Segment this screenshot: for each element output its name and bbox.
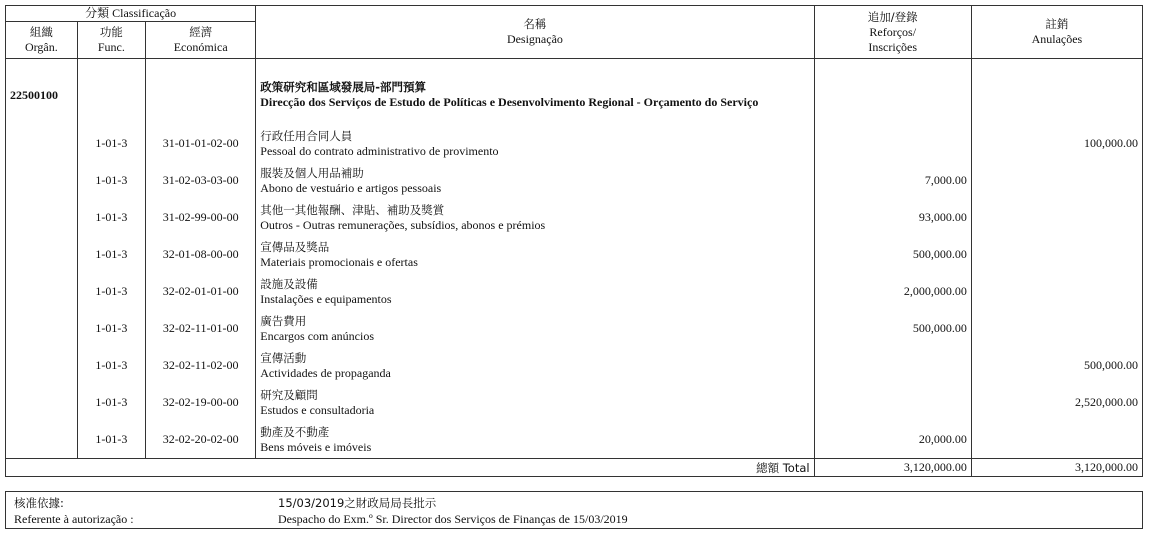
total-reforcos: 3,120,000.00: [814, 459, 971, 477]
row-func: 1-01-3: [77, 347, 145, 384]
row-anulacoes: [971, 273, 1142, 310]
row-anulacoes: [971, 421, 1142, 459]
row-econ: 32-02-11-01-00: [146, 310, 256, 347]
row-designation-zh: 設施及設備: [260, 276, 318, 291]
row-designation-pt: Materiais promocionais e ofertas: [260, 254, 418, 269]
row-econ: 32-02-20-02-00: [146, 421, 256, 459]
header-reinforcement-pt2: Inscrições: [868, 39, 918, 54]
header-reinforcement: [814, 6, 971, 59]
row-econ: 31-01-01-02-00: [146, 125, 256, 162]
row-func: 1-01-3: [77, 236, 145, 273]
row-econ: 32-01-08-00-00: [146, 236, 256, 273]
table-row: [6, 347, 1143, 384]
table-row: [6, 236, 1143, 273]
row-designation: [256, 347, 814, 384]
row-designation-pt: Actividades de propaganda: [260, 365, 391, 380]
table-row: [6, 125, 1143, 162]
row-anulacoes: [971, 236, 1142, 273]
row-func: 1-01-3: [77, 273, 145, 310]
row-anulacoes: [971, 162, 1142, 199]
item-rows: [6, 125, 1143, 459]
header-organ: [6, 22, 78, 59]
row-designation-zh: 其他一其他報酬、津貼、補助及獎賞: [260, 202, 445, 217]
header-cancellation-zh: 註銷: [1045, 17, 1069, 31]
row-reforcos: 20,000.00: [814, 421, 971, 459]
row-econ: 31-02-03-03-00: [146, 162, 256, 199]
organization-row: [6, 65, 1143, 125]
row-func: 1-01-3: [77, 384, 145, 421]
row-anulacoes: 2,520,000.00: [971, 384, 1142, 421]
header-organ-zh: 組織: [29, 25, 53, 39]
header-econ: [146, 22, 256, 59]
header-cancellation-pt: Anulações: [1031, 32, 1083, 46]
organization-code: 22500100: [6, 65, 78, 125]
row-reforcos: 93,000.00: [814, 199, 971, 236]
row-designation: [256, 162, 814, 199]
header-cancellation: [971, 6, 1142, 59]
header-designation-zh: 名稱: [523, 17, 547, 31]
row-reforcos: 2,000,000.00: [814, 273, 971, 310]
row-func: 1-01-3: [77, 162, 145, 199]
row-designation: [256, 236, 814, 273]
row-reforcos: 500,000.00: [814, 236, 971, 273]
total-anulacoes: 3,120,000.00: [971, 459, 1142, 477]
row-designation-zh: 服裝及個人用品補助: [260, 165, 364, 180]
row-designation-zh: 宣傳品及獎品: [260, 239, 330, 254]
organization-name: [256, 65, 814, 125]
row-designation: [256, 421, 814, 459]
total-row: [6, 459, 1143, 477]
row-reforcos: 7,000.00: [814, 162, 971, 199]
row-reforcos: [814, 347, 971, 384]
row-designation-zh: 研究及顧問: [260, 387, 318, 402]
row-designation-zh: 宣傳活動: [260, 350, 307, 365]
row-designation-pt: Estudos e consultadoria: [260, 402, 375, 417]
row-designation-pt: Bens móveis e imóveis: [260, 439, 372, 454]
header-econ-pt: Económica: [173, 40, 228, 54]
row-reforcos: 500,000.00: [814, 310, 971, 347]
row-func: 1-01-3: [77, 310, 145, 347]
row-econ: 32-02-01-01-00: [146, 273, 256, 310]
authorization-footer: [5, 491, 1143, 529]
row-designation-pt: Abono de vestuário e artigos pessoais: [260, 180, 442, 195]
row-reforcos: [814, 384, 971, 421]
header-designation: [256, 6, 814, 59]
total-label: [6, 459, 815, 477]
header-func-zh: 功能: [99, 25, 123, 39]
row-func: 1-01-3: [77, 199, 145, 236]
row-designation: [256, 310, 814, 347]
row-func: 1-01-3: [77, 125, 145, 162]
organization-name-pt: Direcção dos Serviços de Estudo de Políticas e Desenvolvimento Regional - Orçamento do Serviço: [260, 95, 759, 109]
row-econ: 31-02-99-00-00: [146, 199, 256, 236]
header-func: [77, 22, 145, 59]
table-row: [6, 384, 1143, 421]
header-func-pt: Func.: [97, 40, 125, 54]
row-designation: [256, 384, 814, 421]
row-designation: [256, 125, 814, 162]
header-organ-pt: Orgân.: [24, 40, 58, 54]
row-designation-zh: 廣告費用: [260, 313, 307, 328]
row-anulacoes: [971, 310, 1142, 347]
header-econ-zh: 經濟: [189, 25, 213, 39]
header-reinforcement-zh: 追加/登錄: [867, 9, 918, 24]
row-anulacoes: 500,000.00: [971, 347, 1142, 384]
table-row: [6, 421, 1143, 459]
row-designation: [256, 273, 814, 310]
row-designation-pt: Pessoal do contrato administrativo de provimento: [260, 143, 499, 158]
row-func: 1-01-3: [77, 421, 145, 459]
row-anulacoes: 100,000.00: [971, 125, 1142, 162]
footer-value-zh: 15/03/2019之財政局局長批示: [278, 496, 437, 510]
row-designation-pt: Outros - Outras remunerações, subsídios, abonos e prémios: [260, 217, 546, 232]
table-row: [6, 310, 1143, 347]
footer-label-zh: 核准依據:: [14, 496, 64, 510]
row-anulacoes: [971, 199, 1142, 236]
total-label-text: 總額 Total: [756, 460, 810, 475]
header-row-top: [6, 6, 1143, 22]
header-reinforcement-pt1: Reforços/: [869, 24, 917, 39]
row-designation-pt: Encargos com anúncios: [260, 328, 375, 343]
table-row: [6, 273, 1143, 310]
footer-label-pt: Referente à autorização :: [14, 512, 134, 526]
header-classification: 分類 Classificação: [6, 6, 256, 22]
row-designation-pt: Instalações e equipamentos: [260, 291, 392, 306]
row-designation: [256, 199, 814, 236]
table-row: [6, 162, 1143, 199]
row-econ: 32-02-19-00-00: [146, 384, 256, 421]
footer-value-pt: Despacho do Exm.º Sr. Director dos Serviços de Finanças de 15/03/2019: [278, 512, 628, 526]
row-econ: 32-02-11-02-00: [146, 347, 256, 384]
row-reforcos: [814, 125, 971, 162]
organization-name-zh: 政策研究和區域發展局-部門預算: [260, 80, 427, 94]
row-designation-zh: 動產及不動產: [260, 424, 330, 439]
header-designation-pt: Designação: [506, 32, 563, 46]
table-row: [6, 199, 1143, 236]
row-designation-zh: 行政任用合同人員: [260, 128, 353, 143]
budget-table: [5, 5, 1143, 477]
